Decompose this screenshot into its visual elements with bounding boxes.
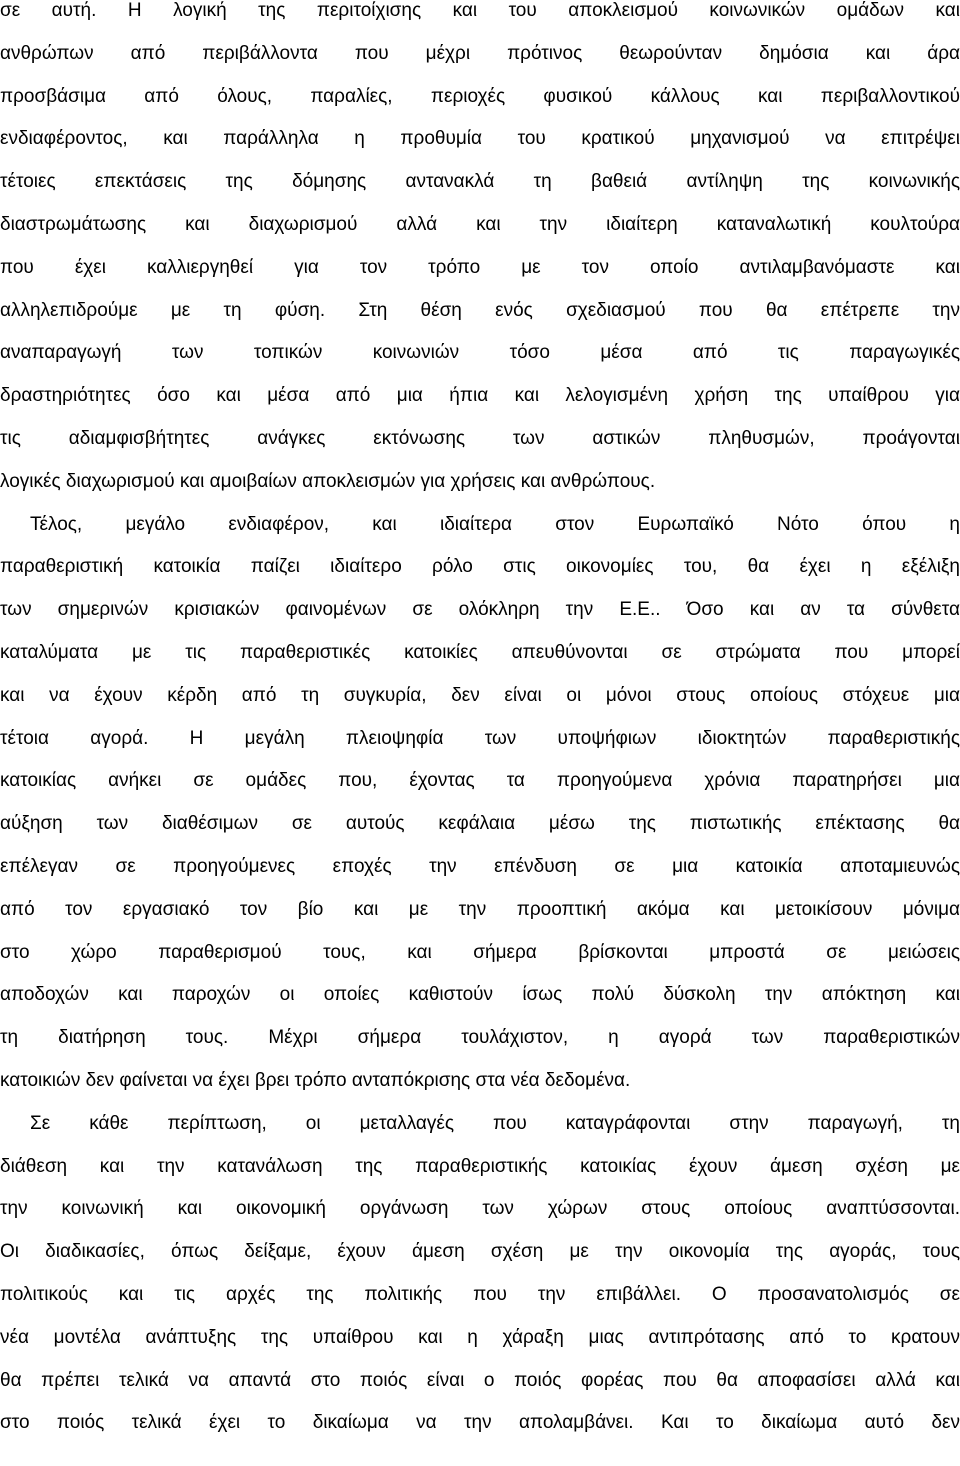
- text-line: κατοικίας ανήκει σε ομάδες που, έχοντας τα προηγούμενα χρόνια παρατηρήσει μια: [0, 770, 960, 792]
- text-line: πολιτικούς και τις αρχές της πολιτικής που την επιβάλλει. Ο προσανατολισμός σε: [0, 1283, 960, 1305]
- text-line: τη διατήρηση τους. Μέχρι σήμερα τουλάχιστον, η αγορά των παραθεριστικών: [0, 1027, 960, 1049]
- text-line: προσβάσιμα από όλους, παραλίες, περιοχές φυσικού κάλλους και περιβαλλοντικού: [0, 85, 960, 107]
- text-line: στο χώρο παραθερισμού τους, και σήμερα βρίσκονται μπροστά σε μειώσεις: [0, 941, 960, 963]
- text-line: θα πρέπει τελικά να απαντά στο ποιός είναι ο ποιός φορέας που θα αποφασίσει αλλά και: [0, 1369, 960, 1391]
- paragraph-3: [0, 1103, 960, 1445]
- text-line: τις αδιαμφισβήτητες ανάγκες εκτόνωσης των αστικών πληθυσμών, προάγονται: [0, 427, 960, 449]
- text-line: επέλεγαν σε προηγούμενες εποχές την επένδυση σε μια κατοικία αποταμιευνώς: [0, 855, 960, 877]
- text-line: τέτοια αγορά. Η μεγάλη πλειοψηφία των υποψήφιων ιδιοκτητών παραθεριστικής: [0, 727, 960, 749]
- text-line: αποδοχών και παροχών οι οποίες καθιστούν ίσως πολύ δύσκολη την απόκτηση και: [0, 984, 960, 1006]
- text-line: Οι διαδικασίες, όπως δείξαμε, έχουν άμεση σχέση με την οικονομία της αγοράς, τους: [0, 1241, 960, 1263]
- paragraph-1: [0, 0, 960, 504]
- text-line: καταλύματα με τις παραθεριστικές κατοικίες απευθύνονται σε στρώματα που μπορεί: [0, 641, 960, 663]
- text-line: δραστηριότητες όσο και μέσα από μια ήπια και λελογισμένη χρήση της υπαίθρου για: [0, 385, 960, 407]
- text-line: που έχει καλλιεργηθεί για τον τρόπο με τον οποίο αντιλαμβανόμαστε και: [0, 256, 960, 278]
- text-line: διαστρωμάτωσης και διαχωρισμού αλλά και την ιδιαίτερη καταναλωτική κουλτούρα: [0, 213, 960, 235]
- text-line: των σημερινών κρισιακών φαινομένων σε ολόκληρη την Ε.Ε.. Όσο και αν τα σύνθετα: [0, 599, 960, 621]
- text-line: κατοικιών δεν φαίνεται να έχει βρει τρόπο ανταπόκρισης στα νέα δεδομένα.: [0, 1069, 631, 1091]
- text-line: αύξηση των διαθέσιμων σε αυτούς κεφάλαια μέσω της πιστωτικής επέκτασης θα: [0, 813, 960, 835]
- text-line: Σε κάθε περίπτωση, οι μεταλλαγές που καταγράφονται στην παραγωγή, τη: [30, 1112, 960, 1134]
- text-line: ενδιαφέροντος, και παράλληλα η προθυμία του κρατικού μηχανισμού να επιτρέψει: [0, 128, 960, 150]
- text-line: αλληλεπιδρούμε με τη φύση. Στη θέση ενός σχεδιασμού που θα επέτρεπε την: [0, 299, 960, 321]
- text-line: και να έχουν κέρδη από τη συγκυρία, δεν είναι οι μόνοι στους οποίους στόχευε μια: [0, 684, 960, 706]
- text-line: την κοινωνική και οικονομική οργάνωση των χώρων στους οποίους αναπτύσσονται.: [0, 1198, 960, 1220]
- text-line: αναπαραγωγή των τοπικών κοινωνιών τόσο μέσα από τις παραγωγικές: [0, 342, 960, 364]
- text-line: λογικές διαχωρισμού και αμοιβαίων αποκλεισμών για χρήσεις και ανθρώπους.: [0, 470, 656, 492]
- text-line: σε αυτή. Η λογική της περιτοίχισης και του αποκλεισμού κοινωνικών ομάδων και: [0, 0, 960, 21]
- text-line: παραθεριστική κατοικία παίζει ιδιαίτερο ρόλο στις οικονομίες του, θα έχει η εξέλιξη: [0, 556, 960, 578]
- text-line: τέτοιες επεκτάσεις της δόμησης αντανακλά τη βαθειά αντίληψη της κοινωνικής: [0, 171, 960, 193]
- text-line: Τέλος, μεγάλο ενδιαφέρον, και ιδιαίτερα στον Ευρωπαϊκό Νότο όπου η: [30, 513, 960, 535]
- paragraph-2: [0, 504, 960, 1103]
- text-line: νέα μοντέλα ανάπτυξης της υπαίθρου και η χάραξη μιας αντιπρότασης από το κρατουν: [0, 1326, 960, 1348]
- text-line: ανθρώπων από περιβάλλοντα που μέχρι πρότινος θεωρούνταν δημόσια και άρα: [0, 42, 960, 64]
- text-line: διάθεση και την κατανάλωση της παραθεριστικής κατοικίας έχουν άμεση σχέση με: [0, 1155, 960, 1177]
- text-line: στο ποιός τελικά έχει το δικαίωμα να την απολαμβάνει. Και το δικαίωμα αυτό δεν: [0, 1412, 960, 1434]
- text-line: από τον εργασιακό τον βίο και με την προοπτική ακόμα και μετοικίσουν μόνιμα: [0, 898, 960, 920]
